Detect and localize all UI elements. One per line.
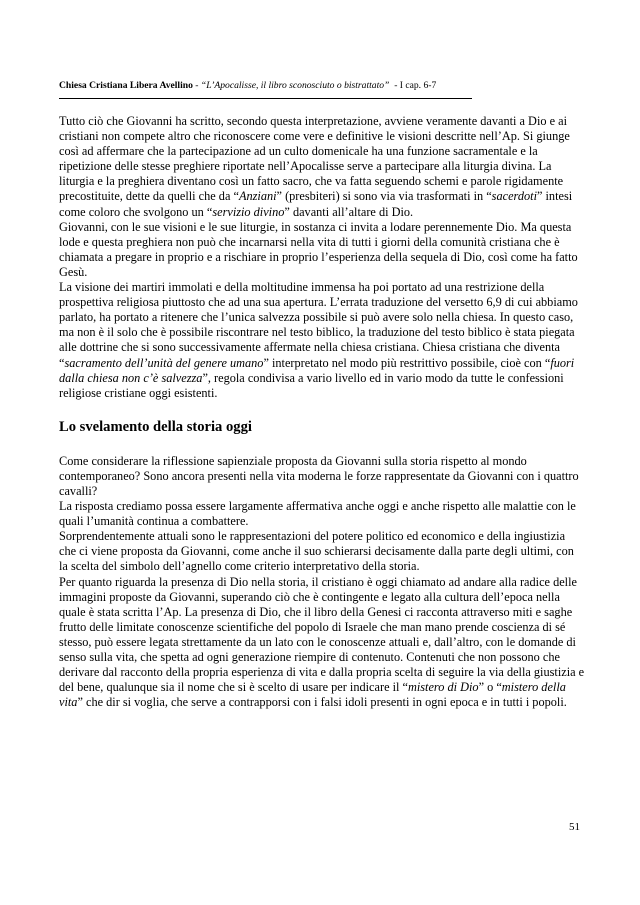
paragraph <box>59 575 585 711</box>
italic-term: mistero di Dio <box>407 680 479 695</box>
header-rule <box>59 98 472 99</box>
paragraph: Come considerare la riflessione sapienziale proposta da Giovanni sulla storia rispetto al mondo contemporaneo? Sono ancora presenti nella vita moderna le forze rappresentate da Giovanni con i quattro cavalli? <box>59 453 579 498</box>
paragraph: Giovanni, con le sue visioni e le sue liturgie, in sostanza ci invita a lodare perennemente Dio. Ma questa lode e questa preghiera non può che incarnarsi nella vita di tutti i giorni della comunità cristiana che è chiamata a pregare in proprio e a rischiare in proprio l’esperienza della sequela di Dio, così come ha fatto Gesù. <box>59 219 578 279</box>
body-text <box>59 114 585 710</box>
running-header <box>59 80 579 92</box>
italic-term: mistero della vita <box>59 680 566 710</box>
paragraph <box>59 114 585 220</box>
text-run: ” davanti all’altare di Dio. <box>284 204 414 219</box>
italic-term: Anziani <box>238 189 277 204</box>
text-run: ” (presbiteri) si sono via via trasformati in “ <box>276 189 492 204</box>
italic-term: sacramento dell’unità del genere umano <box>64 355 264 370</box>
italic-term: servizio divino <box>212 204 285 219</box>
text-run: ” o “ <box>478 680 502 695</box>
section-heading: Lo svelamento della storia oggi <box>59 418 252 435</box>
text-run: La visione dei martiri immolati e della moltitudine immensa ha poi portato ad una restrizione della prospettiva religiosa piuttosto che ad una sua apertura. L’errata traduzione del versetto 6,9 di cui abbiamo parlato, ha portato a ritenere che l’unica salvezza possibile si può avere solo nella chiesa. In questo caso, ma non è il solo che è possibile riscontrare nel testo biblico, la traduzione del testo biblico è stata piegata alle dottrine che si sono successivamente affermate nella chiesa cristiana. Chiesa cristiana che diventa “ <box>59 280 578 370</box>
header-separator: - <box>192 80 201 91</box>
paragraph: Sorprendentemente attuali sono le rappresentazioni del potere politico ed economico e della ingiustizia che ci viene proposta da Giovanni, come anche il suo schierarsi decisamente dalla parte degli ultimi, con la scelta del simbolo dell’agnello come criterio interpretativo della storia. <box>59 529 574 574</box>
paragraph <box>59 280 585 401</box>
italic-term: sacerdoti <box>491 189 537 204</box>
page-number: 51 <box>569 821 580 833</box>
text-run: Per quanto riguarda la presenza di Dio nella storia, il cristiano è oggi chiamato ad andare alla radice delle immagini proposte da Giovanni, superando ciò che è contingente e legato alla cultura dell’epoca nella quale è stata scritta l’Ap. La presenza di Dio, che il libro della Genesi ci racconta attraverso miti e saghe frutto delle limitate conoscenze scientifiche del popolo di Israele che man mano prende coscienza di sé stesso, può essere legata strettamente da un lato con le conoscenze attuali e, dall’altro, con le domande di senso sulla vita, che spetta ad ogni generazione riempire di contenuto. Contenuti che non possono che derivare dal racconto della propria esperienza di vita e dalla propria scelta di seguire la via della giustizia e del bene, qualunque sia il nome che si è scelto di usare per indicare il “ <box>59 574 585 695</box>
text-run: ” che dir si voglia, che serve a contrapporsi con i falsi idoli presenti in ogni epoca e in tutti i popoli. <box>77 695 567 710</box>
text-run: ” intesi come coloro che svolgono un “ <box>59 189 573 219</box>
paragraph: La risposta crediamo possa essere largamente affermativa anche oggi e anche rispetto alle malattie con le quali l’umanità continua a combattere. <box>59 499 576 529</box>
italic-term: fuori dalla chiesa non c’è salvezza <box>59 355 575 385</box>
text-run: ”, regola condivisa a vario livello ed in vario modo da tutte le confessioni religiose cristiane oggi esistenti. <box>59 370 564 400</box>
text-run: Tutto ciò che Giovanni ha scritto, secondo questa interpretazione, avviene veramente davanti a Dio e ai cristiani non compete altro che riconoscere come vere e definitive le visioni descritte nell’Ap. Si giunge così ad affermare che la partecipazione ad un culto domenicale ha una funzione sacramentale e la ripetizione delle stesse preghiere riportate nell’Apocalisse serve a partecipare alla liturgia divina. La liturgia e la preghiera diventano così un fatto sacro, che va fatta seguendo schemi e parole rigidamente precostituite, dette da quelli che da “ <box>59 114 570 204</box>
header-chapter: - I cap. 6-7 <box>389 80 437 91</box>
text-run: ” interpretato nel modo più restrittivo possibile, cioè con “ <box>263 355 551 370</box>
header-organization: Chiesa Cristiana Libera Avellino <box>59 80 193 91</box>
header-book-title: “L’Apocalisse, il libro sconosciuto o bistrattato” <box>200 80 390 91</box>
